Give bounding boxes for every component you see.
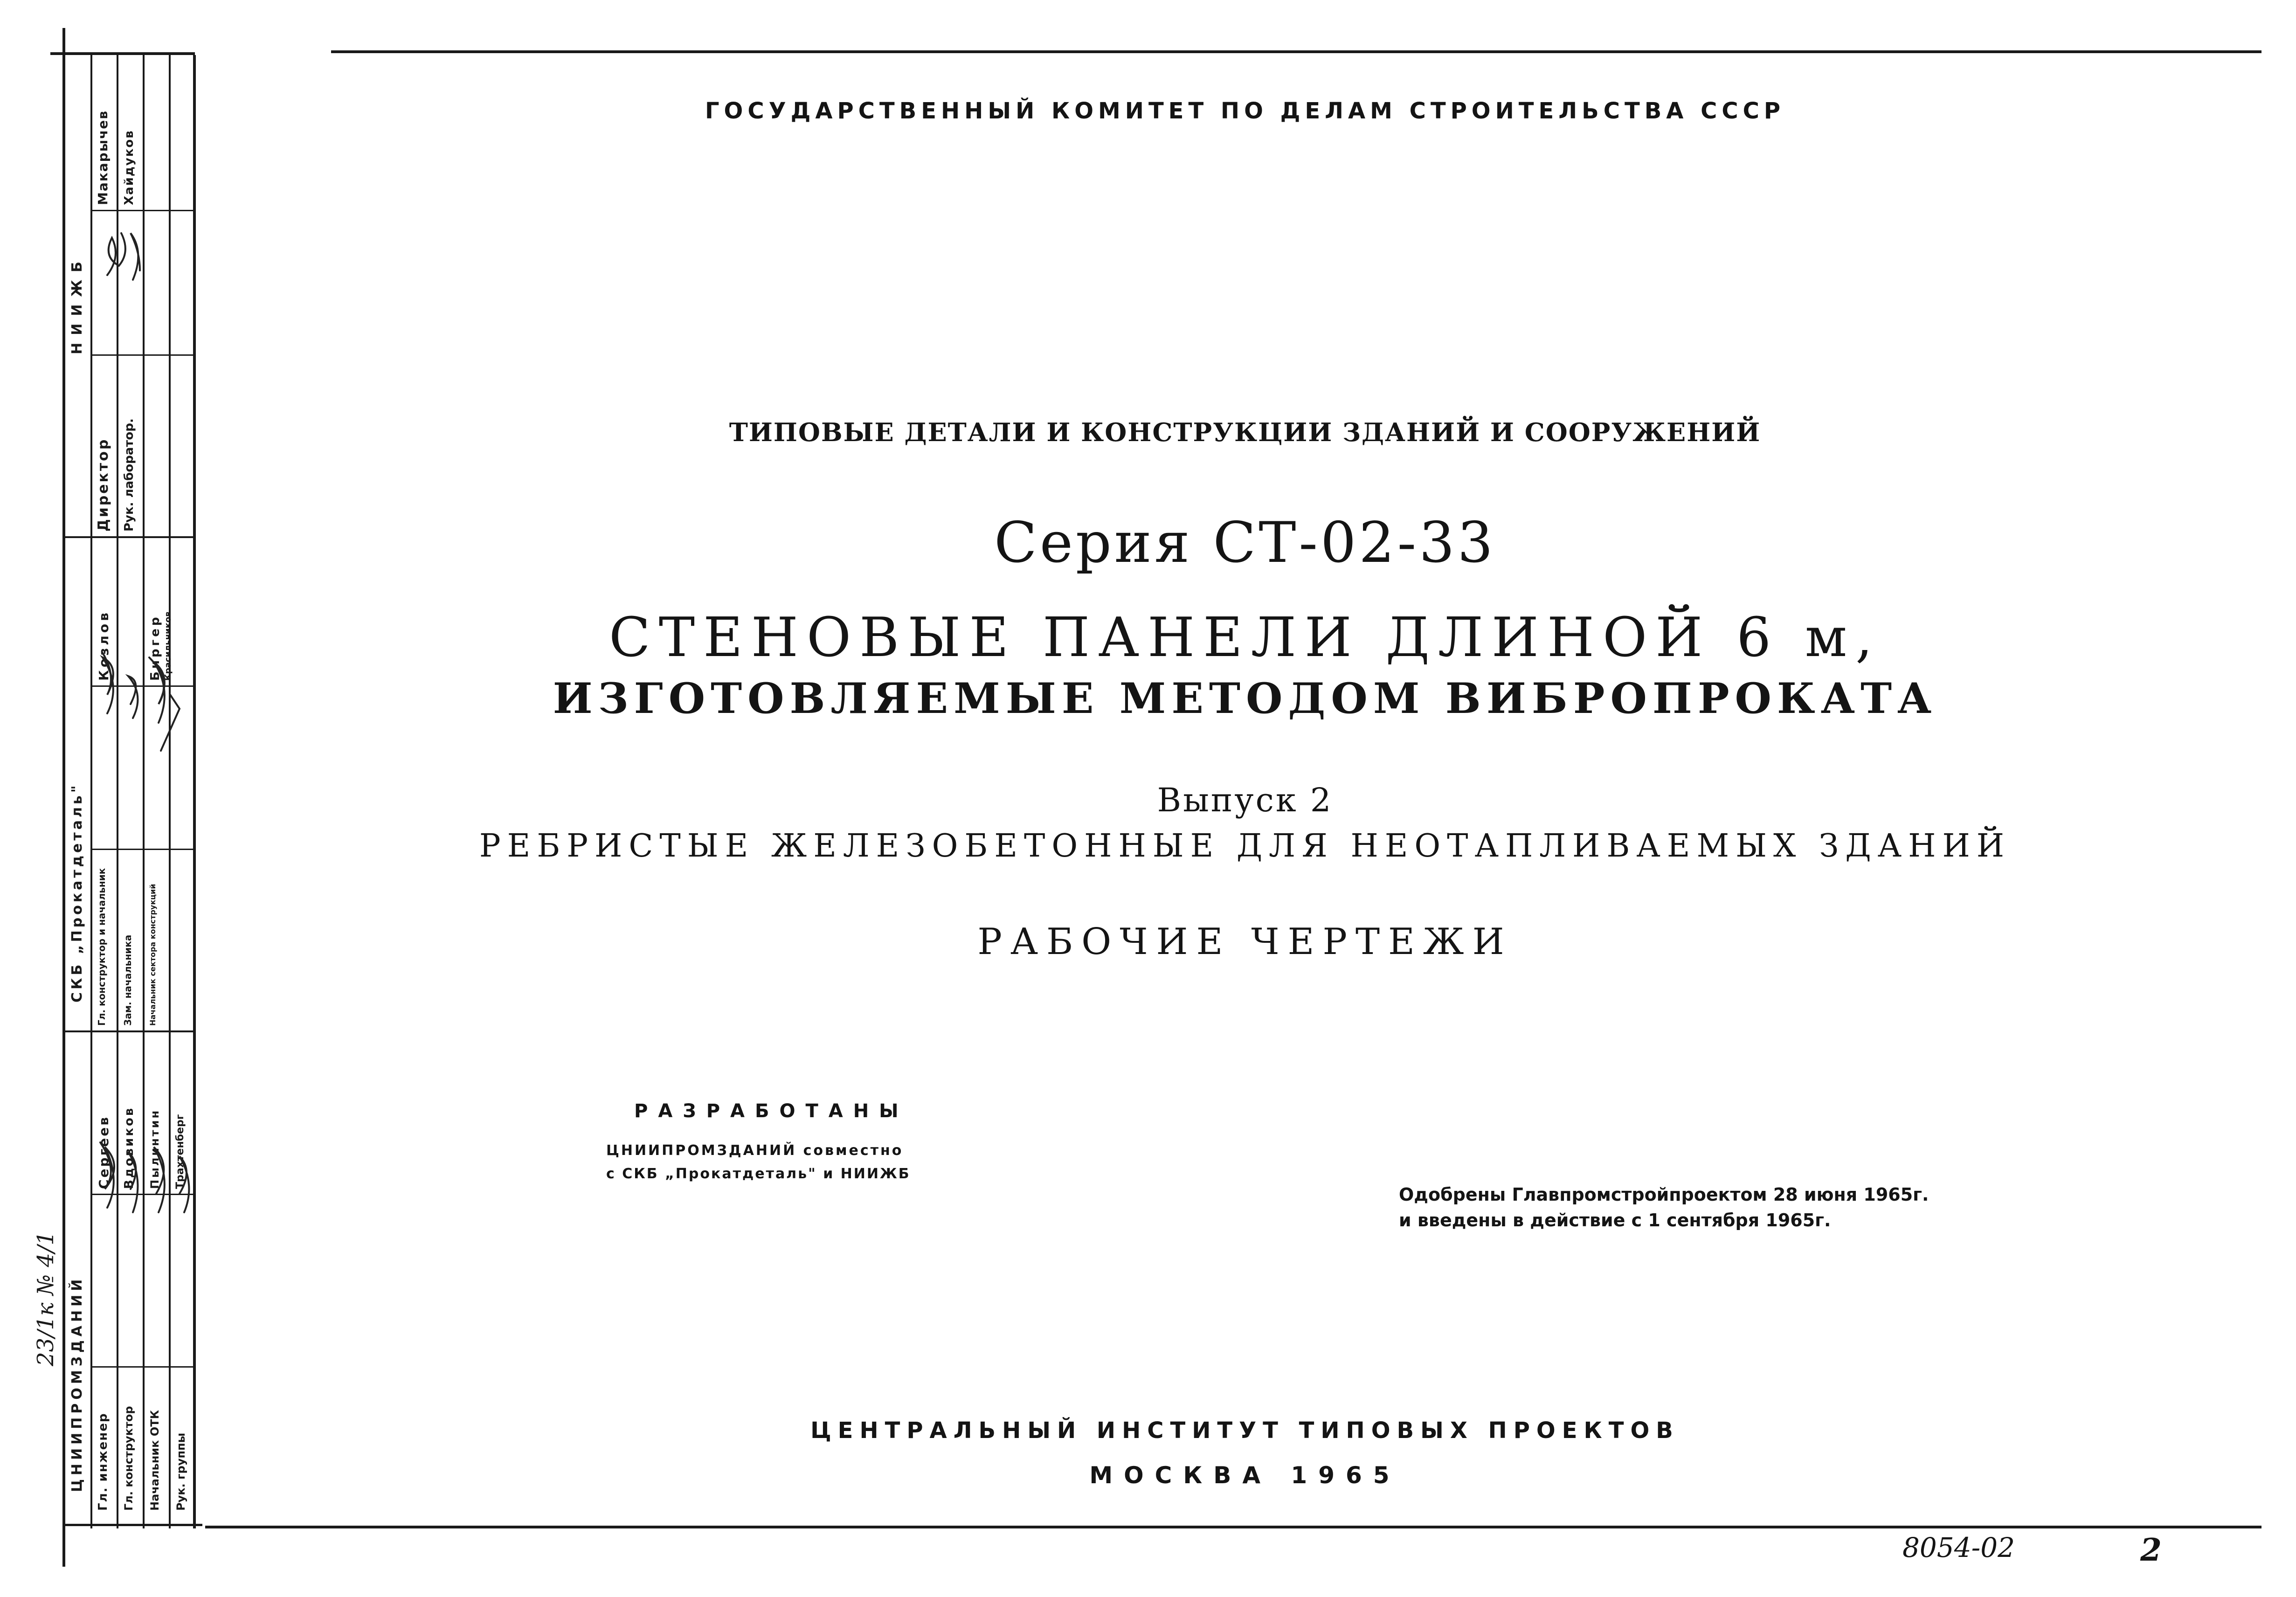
sidebar-position: Рук. лаборатор. [122,418,136,532]
issue-label: Выпуск 2 [1157,781,1333,819]
sidebar-position: Гл. инженер [96,1412,110,1511]
sidebar-org-cniipromzdaniy: ЦНИИПРОМЗДАНИЙ [69,1275,85,1492]
developed-heading: РАЗРАБОТАНЫ [634,1100,909,1122]
approval-line1: Одобрены Главпромстройпроектом 28 июня 1965г. [1399,1184,1929,1205]
bottom-border [205,1526,2261,1528]
left-outer-border [62,28,65,1567]
committee-header: ГОСУДАРСТВЕННЫЙ КОМИТЕТ ПО ДЕЛАМ СТРОИТЕЛЬСТВА СССР [705,98,1785,124]
sidebar-name: Макарычев [95,110,111,205]
sidebar-position: Директор [95,437,111,532]
series-label: Серия СТ-02-33 [994,511,1496,575]
category-heading: ТИПОВЫЕ ДЕТАЛИ И КОНСТРУКЦИИ ЗДАНИЙ И СООРУЖЕНИЙ [729,417,1761,447]
bottom-left-stub [62,1524,202,1526]
top-border [331,50,2261,53]
document-code: 8054-02 [1902,1532,2015,1563]
page-number: 2 [2140,1532,2162,1568]
issue-subtitle: РЕБРИСТЫЕ ЖЕЛЕЗОБЕТОННЫЕ ДЛЯ НЕОТАПЛИВАЕМЫХ ЗДАНИЙ [479,828,2011,864]
approval-line2: и введены в действие с 1 сентября 1965г. [1399,1210,1831,1231]
sidebar-position: Гл. конструктор и начальник [96,868,107,1026]
sidebar-position: Гл. конструктор [122,1406,135,1511]
document-type: РАБОЧИЕ ЧЕРТЕЖИ [977,921,1513,963]
publisher-name: ЦЕНТРАЛЬНЫЙ ИНСТИТУТ ТИПОВЫХ ПРОЕКТОВ [810,1417,1680,1444]
sidebar-org-skb: СКБ „Прокатдеталь" [69,782,85,1002]
title-line2: ИЗГОТОВЛЯЕМЫЕ МЕТОДОМ ВИБРОПРОКАТА [553,674,1937,723]
sidebar-name: Красильников [163,611,173,681]
sidebar-name: Трахтенберг [174,1114,186,1189]
sidebar-name: Биргер [148,614,162,681]
sidebar-name: Сергеев [96,1115,111,1189]
sidebar-name: Вдовиков [122,1106,136,1189]
margin-handwritten-note: 23/1к № 4/1 [33,1231,59,1366]
publisher-city-year: МОСКВА 1965 [1089,1462,1401,1489]
sidebar-name: Пылинтин [148,1108,161,1189]
sidebar-position: Начальник ОТК [148,1410,161,1511]
sidebar-name: Козлов [96,610,111,681]
developed-line2: с СКБ „Прокатдеталь" и НИИЖБ [606,1166,911,1182]
sidebar-org-niizhb: НИИЖБ [69,254,85,354]
top-border-left [50,52,195,55]
sidebar-position: Рук. группы [174,1432,187,1511]
title-line1: СТЕНОВЫЕ ПАНЕЛИ ДЛИНОЙ 6 м, [609,606,1881,669]
sidebar-position: Зам. начальника [122,934,133,1026]
developed-line1: ЦНИИПРОМЗДАНИЙ совместно [606,1142,904,1159]
sidebar-name: Хайдуков [122,130,136,205]
sidebar-position: Начальник сектора конструкций [148,884,157,1026]
